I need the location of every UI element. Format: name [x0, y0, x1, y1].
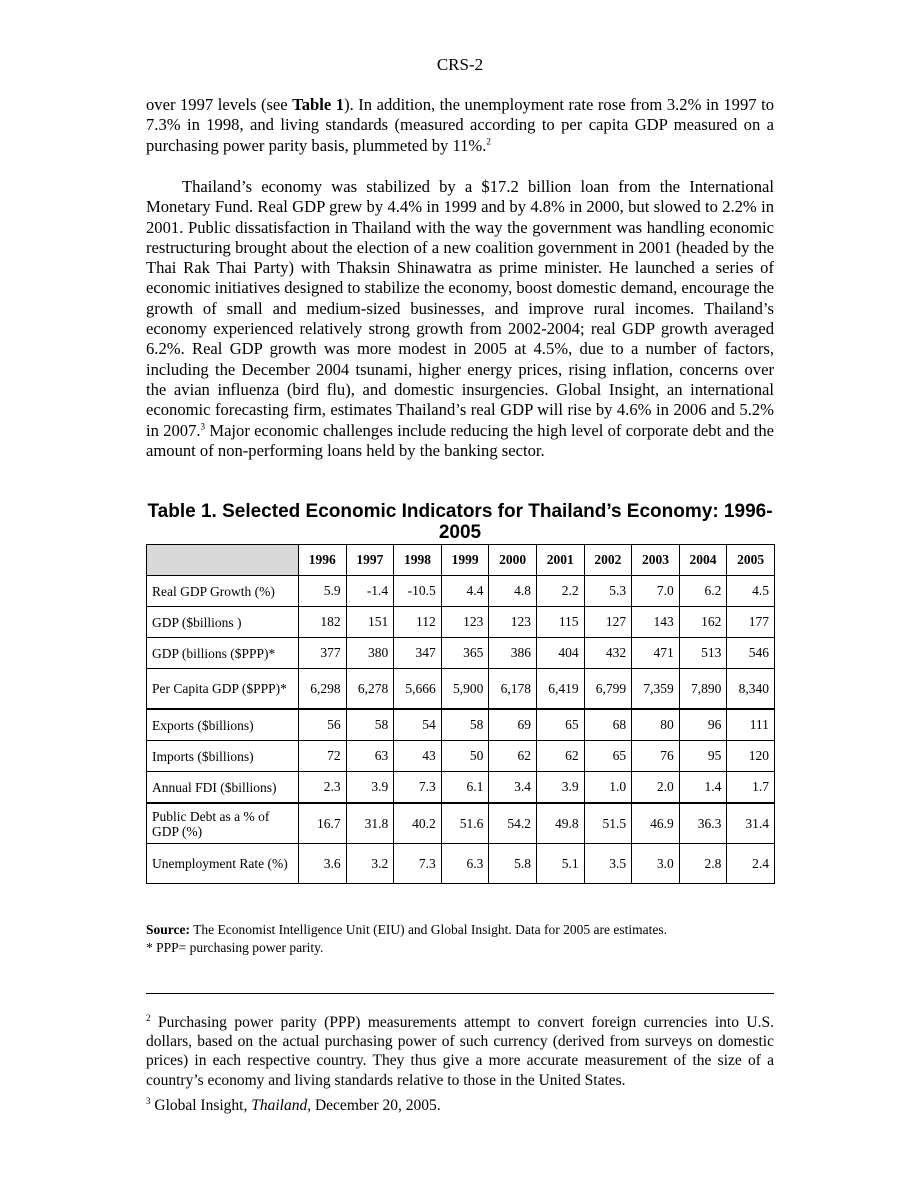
table-row	[147, 741, 775, 772]
footnote-2	[146, 1013, 774, 1090]
body-paragraph-2	[146, 177, 774, 461]
table-cell: 112	[394, 607, 442, 638]
table-cell: 72	[299, 741, 347, 772]
year-header: 2002	[584, 545, 632, 576]
table-cell: 76	[632, 741, 680, 772]
row-label: GDP ($billions )	[147, 607, 299, 638]
footnote-3	[146, 1096, 774, 1115]
footnote-title: Thailand	[251, 1097, 308, 1114]
table-cell: 3.5	[584, 844, 632, 884]
table-cell: 1.4	[679, 772, 727, 804]
table-cell: 6.1	[441, 772, 489, 804]
table-cell: 16.7	[299, 803, 347, 844]
table-cell: 6,419	[536, 669, 584, 710]
table-cell: 6,178	[489, 669, 537, 710]
table-cell: 49.8	[536, 803, 584, 844]
table-cell: 65	[584, 741, 632, 772]
table-cell: 182	[299, 607, 347, 638]
table-cell: 7,890	[679, 669, 727, 710]
table-cell: 68	[584, 709, 632, 741]
table-cell: 432	[584, 638, 632, 669]
table-cell: 471	[632, 638, 680, 669]
table-row	[147, 772, 775, 804]
table-cell: 162	[679, 607, 727, 638]
row-label: GDP (billions ($PPP)*	[147, 638, 299, 669]
row-label: Annual FDI ($billions)	[147, 772, 299, 804]
table-cell: 2.8	[679, 844, 727, 884]
table-cell: 46.9	[632, 803, 680, 844]
table-cell: 31.8	[346, 803, 394, 844]
table-reference: Table 1	[292, 95, 345, 114]
footnote-number: 2	[146, 1012, 151, 1023]
row-label: Imports ($billions)	[147, 741, 299, 772]
table-cell: 347	[394, 638, 442, 669]
table-row	[147, 844, 775, 884]
ppp-note: * PPP= purchasing power parity.	[146, 940, 324, 955]
table-header-row	[147, 545, 775, 576]
table-cell: 377	[299, 638, 347, 669]
table-cell: 58	[346, 709, 394, 741]
table-cell: 54.2	[489, 803, 537, 844]
year-header: 2003	[632, 545, 680, 576]
table-cell: 2.0	[632, 772, 680, 804]
table-cell: 36.3	[679, 803, 727, 844]
row-label: Public Debt as a % of GDP (%)	[147, 803, 299, 844]
table-cell: 4.8	[489, 576, 537, 607]
table-row	[147, 803, 775, 844]
table-cell: 380	[346, 638, 394, 669]
table-cell: 58	[441, 709, 489, 741]
table-cell: 546	[727, 638, 775, 669]
table-cell: 5.1	[536, 844, 584, 884]
year-header: 1997	[346, 545, 394, 576]
table-cell: 3.4	[489, 772, 537, 804]
table-cell: 5.3	[584, 576, 632, 607]
footnote-divider	[146, 993, 774, 994]
table-cell: 111	[727, 709, 775, 741]
table-cell: 7.0	[632, 576, 680, 607]
table-cell: 3.2	[346, 844, 394, 884]
table-cell: 63	[346, 741, 394, 772]
table-cell: 65	[536, 709, 584, 741]
table-cell: 6,799	[584, 669, 632, 710]
table-cell: 5.9	[299, 576, 347, 607]
table-cell: 127	[584, 607, 632, 638]
table-cell: 8,340	[727, 669, 775, 710]
table-row	[147, 669, 775, 710]
row-label: Exports ($billions)	[147, 709, 299, 741]
table-cell: 51.5	[584, 803, 632, 844]
table-cell: 43	[394, 741, 442, 772]
table-cell: 177	[727, 607, 775, 638]
year-header: 2000	[489, 545, 537, 576]
table-cell: 7.3	[394, 772, 442, 804]
footnote-reference: 3	[200, 421, 206, 432]
table-cell: 2.3	[299, 772, 347, 804]
table-cell: 386	[489, 638, 537, 669]
table-cell: 62	[489, 741, 537, 772]
footnote-text: Global Insight,	[150, 1097, 252, 1114]
table-cell: 3.6	[299, 844, 347, 884]
body-paragraph-1	[146, 95, 774, 156]
table-cell: 513	[679, 638, 727, 669]
paragraph-text: Major economic challenges include reducing the high level of corporate debt and the amount of non-performing loans held by the banking sector.	[146, 420, 774, 460]
table-cell: 404	[536, 638, 584, 669]
table-cell: 54	[394, 709, 442, 741]
table-row	[147, 607, 775, 638]
economic-indicators-table	[146, 544, 775, 884]
table-cell: 69	[489, 709, 537, 741]
footnote-number: 3	[146, 1095, 151, 1106]
table-cell: 31.4	[727, 803, 775, 844]
table-cell: 62	[536, 741, 584, 772]
year-header: 1998	[394, 545, 442, 576]
table-cell: 123	[441, 607, 489, 638]
table-title: Table 1. Selected Economic Indicators for Thailand’s Economy: 1996-2005	[147, 501, 773, 543]
year-header: 2001	[536, 545, 584, 576]
table-cell: 4.5	[727, 576, 775, 607]
table-cell: 96	[679, 709, 727, 741]
table-cell: 1.7	[727, 772, 775, 804]
table-cell: 51.6	[441, 803, 489, 844]
table-cell: 6.3	[441, 844, 489, 884]
footnote-reference: 2	[486, 136, 491, 147]
row-label: Unemployment Rate (%)	[147, 844, 299, 884]
year-header: 2004	[679, 545, 727, 576]
page-header: CRS-2	[436, 55, 484, 74]
table-source-note	[146, 921, 774, 957]
table-cell: 6,278	[346, 669, 394, 710]
table-cell: 123	[489, 607, 537, 638]
source-text: The Economist Intelligence Unit (EIU) and Global Insight. Data for 2005 are estimates.	[190, 922, 667, 937]
table-cell: 3.9	[346, 772, 394, 804]
table-cell: 95	[679, 741, 727, 772]
footnote-text: Purchasing power parity (PPP) measurements attempt to convert foreign currencies into U.S. dollars, based on the actual purchasing power of such currency (derived from surveys on domestic prices) in each respective country. They thus give a more accurate measurement of the size of a country’s economy and living standards relative to those in the United States.	[146, 1014, 774, 1089]
footnote-text: , December 20, 2005.	[307, 1097, 441, 1114]
table-cell: -10.5	[394, 576, 442, 607]
table-cell: 7,359	[632, 669, 680, 710]
paragraph-text: Thailand’s economy was stabilized by a $17.2 billion loan from the International Monetary Fund. Real GDP grew by 4.4% in 1999 and by 4.8% in 2000, but slowed to 2.2% in 2001. Public dissatisfaction in Thailand with the way the government was handling economic restructuring brought about the election of a new coalition government in 2001 (headed by the Thai Rak Thai Party) with Thaksin Shinawatra as prime minister. He launched a series of economic initiatives designed to stabilize the economy, boost domestic demand, encourage the growth of small and medium-sized businesses, and improve rural incomes. Thailand’s economy experienced relatively strong growth from 2002-2004; real GDP growth averaged 6.2%. Real GDP growth was more modest in 2005 at 4.5%, due to a number of factors, including the December 2004 tsunami, higher energy prices, rising inflation, concerns over the avian influenza (bird flu), and domestic insurgencies. Global Insight, an international economic forecasting firm, estimates Thailand’s real GDP will rise by 4.6% in 2006 and 5.2% in 2007.	[146, 177, 774, 440]
table-cell: 143	[632, 607, 680, 638]
year-header: 1996	[299, 545, 347, 576]
table-cell: 40.2	[394, 803, 442, 844]
paragraph-text: over 1997 levels (see	[146, 95, 293, 114]
table-cell: 115	[536, 607, 584, 638]
table-corner-cell	[147, 545, 299, 576]
year-header: 2005	[727, 545, 775, 576]
table-row	[147, 576, 775, 607]
table-cell: 5.8	[489, 844, 537, 884]
table-cell: 3.9	[536, 772, 584, 804]
table-cell: 365	[441, 638, 489, 669]
table-cell: 5,900	[441, 669, 489, 710]
row-label: Real GDP Growth (%)	[147, 576, 299, 607]
table-cell: 50	[441, 741, 489, 772]
table-cell: 56	[299, 709, 347, 741]
paragraph-text: ). In addition, the unemployment rate rose from 3.2% in 1997 to 7.3% in 1998, and living standards (measured according to per capita GDP measured on a purchasing power parity basis, plummeted by 11%.	[146, 95, 774, 155]
table-cell: 4.4	[441, 576, 489, 607]
table-cell: 120	[727, 741, 775, 772]
table-cell: 1.0	[584, 772, 632, 804]
table-cell: 6,298	[299, 669, 347, 710]
table-cell: 5,666	[394, 669, 442, 710]
table-row	[147, 709, 775, 741]
source-label: Source:	[146, 922, 190, 937]
row-label: Per Capita GDP ($PPP)*	[147, 669, 299, 710]
table-cell: 6.2	[679, 576, 727, 607]
table-cell: 7.3	[394, 844, 442, 884]
year-header: 1999	[441, 545, 489, 576]
table-cell: -1.4	[346, 576, 394, 607]
table-row	[147, 638, 775, 669]
table-cell: 2.4	[727, 844, 775, 884]
table-cell: 80	[632, 709, 680, 741]
table-cell: 2.2	[536, 576, 584, 607]
table-cell: 151	[346, 607, 394, 638]
table-cell: 3.0	[632, 844, 680, 884]
